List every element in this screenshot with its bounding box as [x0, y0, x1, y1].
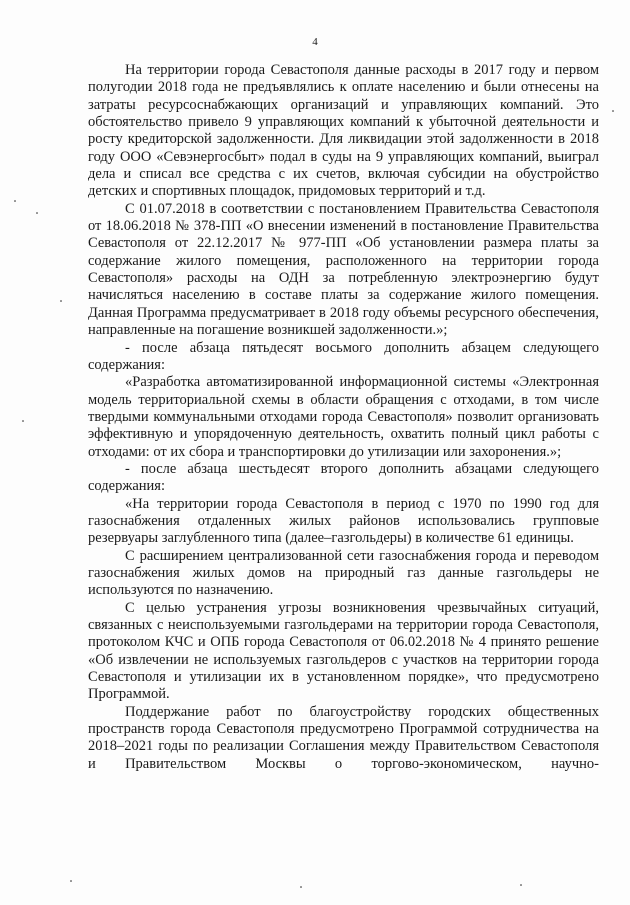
- paragraph-amendment-62: - после абзаца шестьдесят второго дополнить абзацами следующего содержания:: [88, 460, 599, 495]
- scan-speck: [22, 420, 24, 422]
- scan-speck: [300, 886, 302, 888]
- paragraph-resolution: С 01.07.2018 в соответствии с постановлением Правительства Севастополя от 18.06.2018 № 378-ПП «О внесении изменений в постановление Правительства Севастополя от 22.12.2017 № 977-ПП «Об установлении размера платы за содержание жилого помещения, расположенного на территории города Севастополя» расходы на ОДН за потребленную электроэнергию будут начисляться населению в составе платы за содержание жилого помещения. Данная Программа предусматривает в 2018 году объемы ресурсного обеспечения, направленные на погашение возникшей задолженности.»;: [88, 200, 599, 339]
- scan-speck: [60, 300, 62, 302]
- paragraph-public-spaces: Поддержание работ по благоустройству городских общественных пространств города Севастополя предусмотрено Программой сотрудничества на 2018–2021 годы по реализации Соглашения между Правительством Севастополя и Правительством Москвы о торгово-экономическом, научно-: [88, 703, 599, 772]
- paragraph-expenses: На территории города Севастополя данные расходы в 2017 году и первом полугодии 2018 года не предъявлялись к оплате населению и были отнесены на затраты ресурсоснабжающих организаций и управляющих компаний. Это обстоятельство привело 9 управляющих компаний к убыточной деятельности и росту кредиторской задолженности. Для ликвидации этой задолженности в 2018 году ООО «Севэнергосбыт» подал в суды на 9 управляющих компаний, выиграл дела и списал все средства с их счетов, включая субсидии на обустройство детских и спортивных площадок, придомовых территорий и т.д.: [88, 62, 599, 200]
- paragraph-information-system: «Разработка автоматизированной информационной системы «Электронная модель территориальной схемы в области обращения с отходами, в том числе твердыми коммунальными отходами города Севастополя» позволит организовать эффективную и упорядоченную деятельность, охватить полный цикл работы с отходами: от их сбора и транспортировки до утилизации или захоронения.»;: [88, 374, 599, 460]
- scan-speck: [612, 110, 614, 112]
- scan-speck: [70, 880, 72, 882]
- paragraph-amendment-58: - после абзаца пятьдесят восьмого дополнить абзацем следующего содержания:: [88, 339, 599, 373]
- paragraph-gas-network: С расширением централизованной сети газоснабжения города и переводом газоснабжения жилых домов на природный газ данные газгольдеры не используются по назначению.: [88, 547, 599, 599]
- paragraph-emergency: С целью устранения угрозы возникновения чрезвычайных ситуаций, связанных с неиспользуемыми газгольдерами на территории города Севастополя, протоколом КЧС и ОПБ города Севастополя от 06.02.2018 № 4 принято решение «Об извлечении не используемых газгольдеров с участков на территории города Севастополя и утилизации их в установленном порядке», что предусмотрено Программой.: [88, 599, 599, 703]
- scan-speck: [520, 884, 522, 886]
- paragraph-gas-holders: «На территории города Севастополя в период с 1970 по 1990 год для газоснабжения отдаленных жилых районов использовались групповые резервуары заглубленного типа (далее–газгольдеры) в количестве 61 единицы.: [88, 495, 599, 547]
- page-number: 4: [312, 36, 318, 48]
- scan-speck: [14, 200, 16, 202]
- document-body: [88, 62, 599, 773]
- scan-speck: [36, 212, 38, 214]
